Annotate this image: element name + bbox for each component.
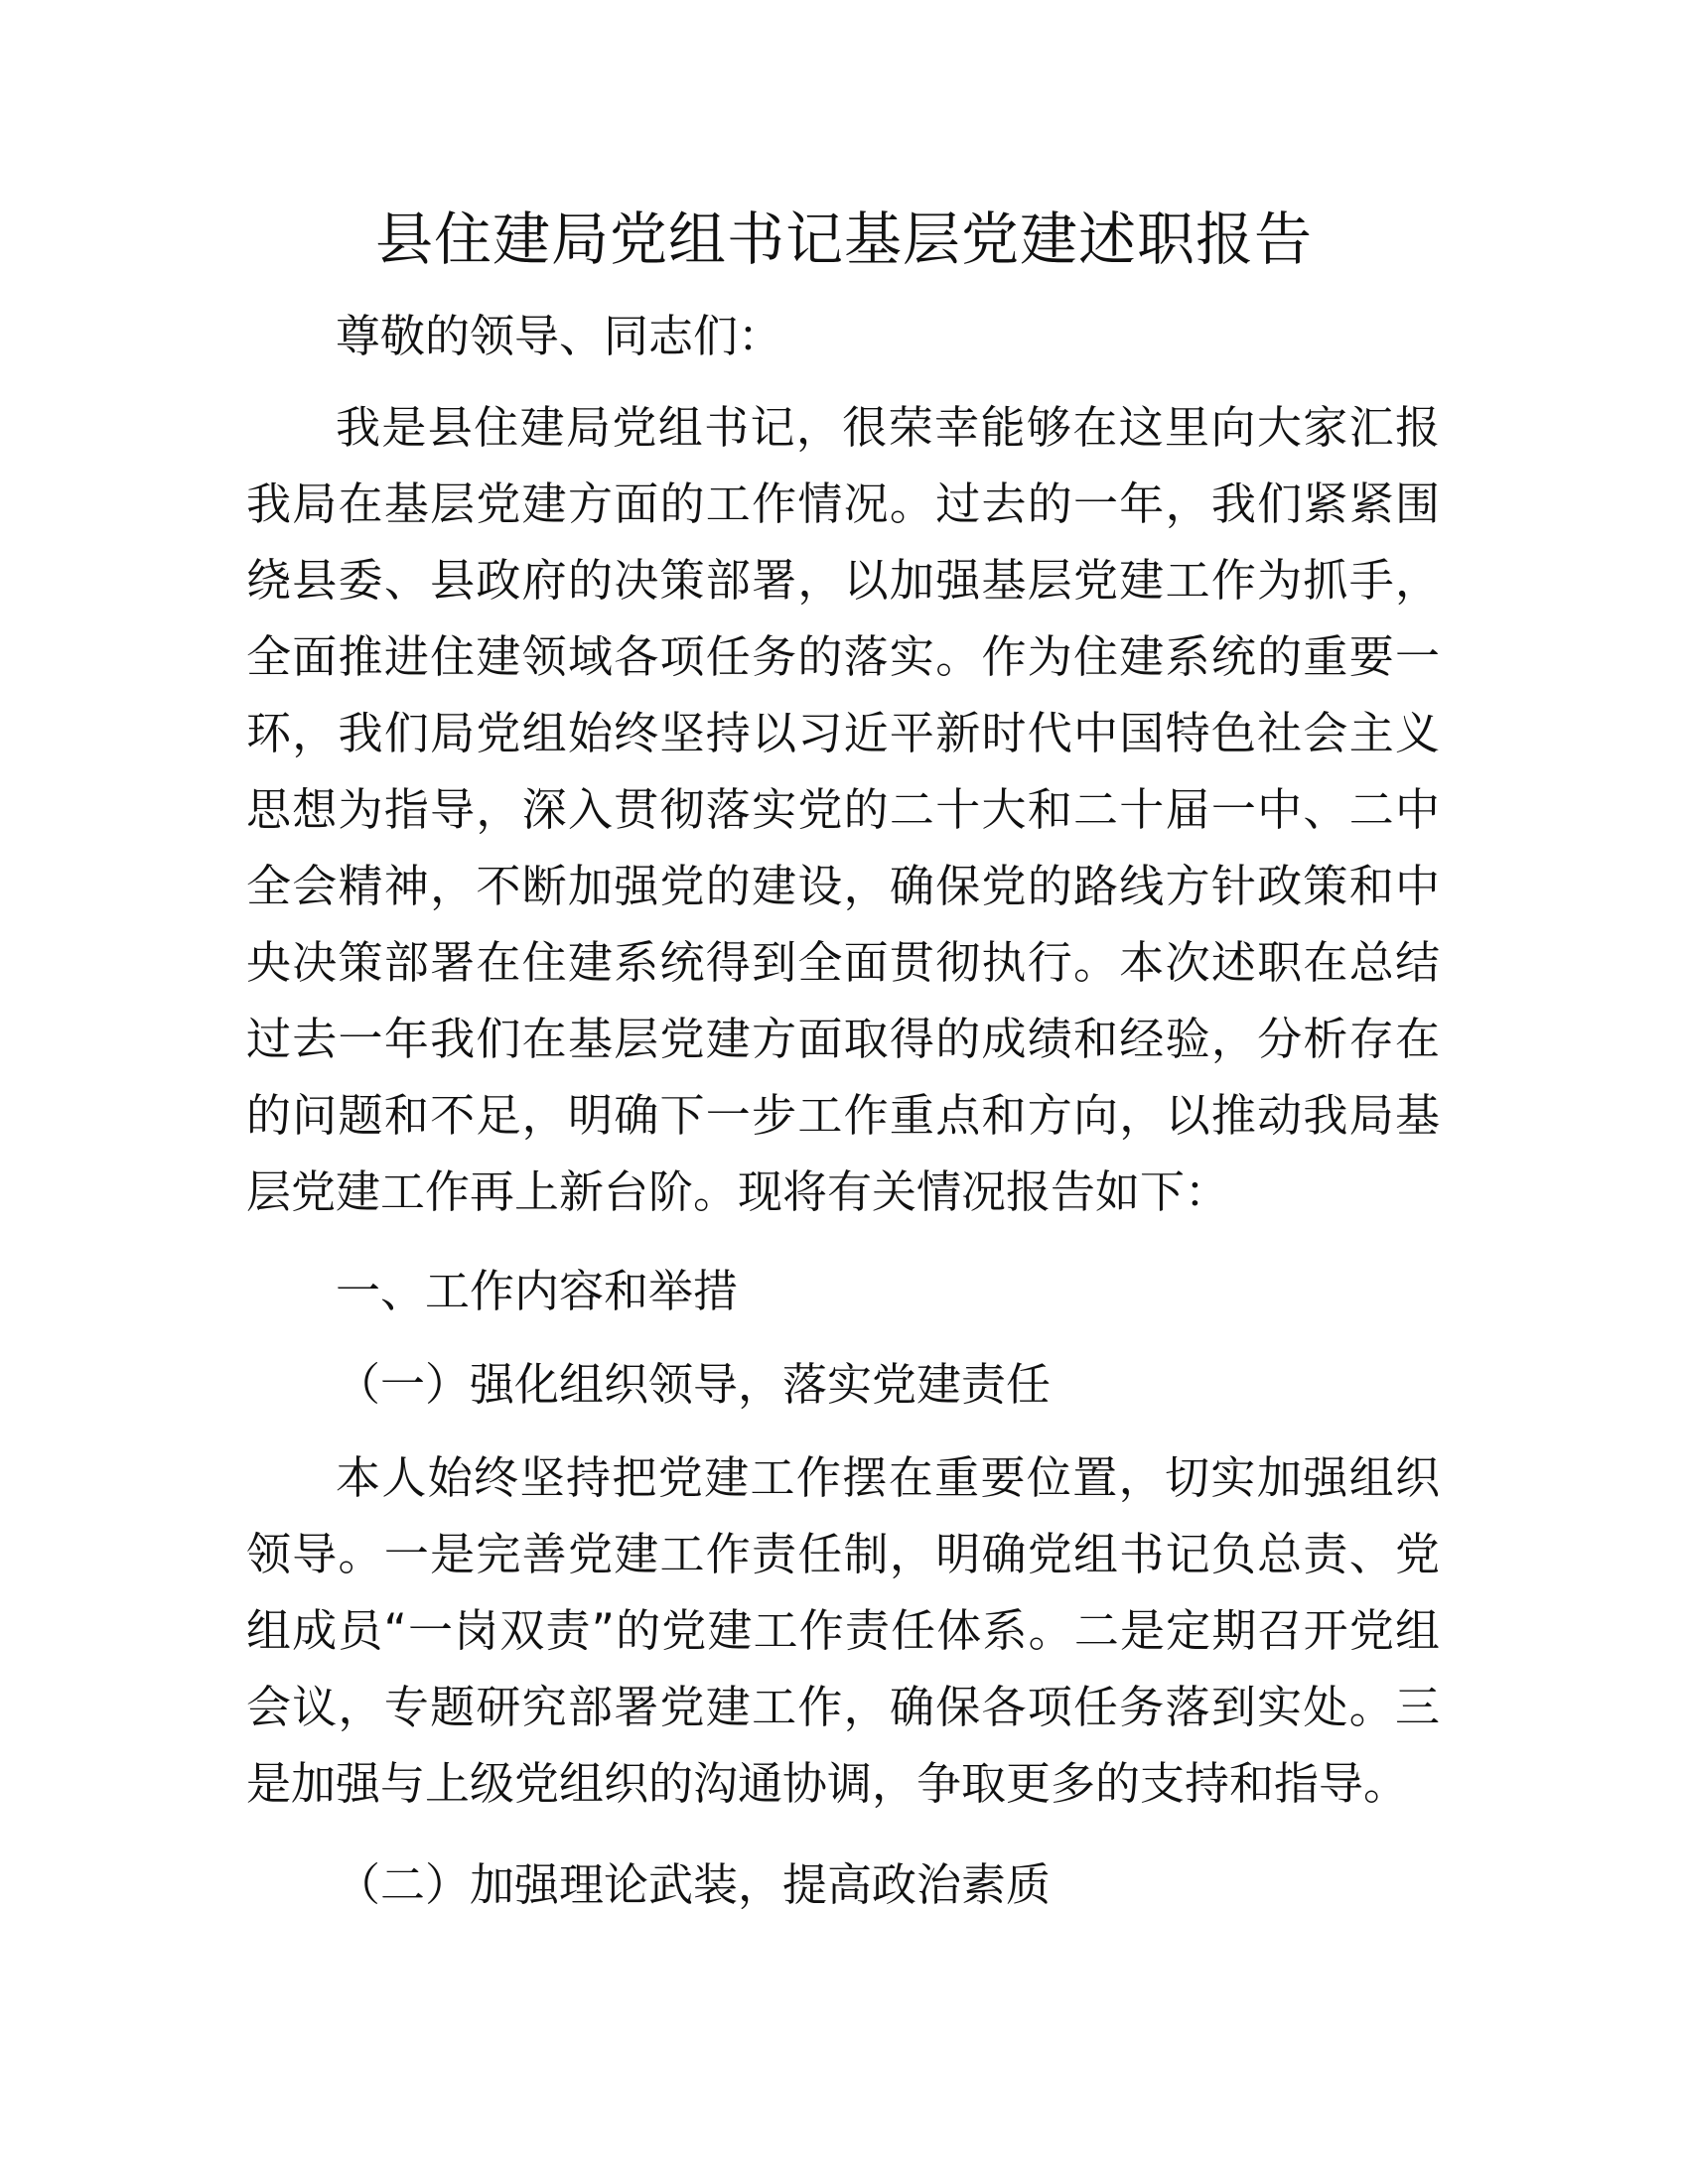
- document-title: 县住建局党组书记基层党建述职报告: [374, 205, 1313, 273]
- body-paragraph: 本人始终坚持把党建工作摆在重要位置，切实加强组织领导。一是完善党建工作责任制，明确党组书记负总责、党组成员“一岗双责”的党建工作责任体系。二是定期召开党组会议，专题研究部署党建工作，确保各项任务落到实处。三是加强与上级党组织的沟通协调，争取更多的支持和指导。: [246, 1451, 1440, 1810]
- intro-paragraph: 我是县住建局党组书记，很荣幸能够在这里向大家汇报我局在基层党建方面的工作情况。过去的一年，我们紧紧围绕县委、县政府的决策部署，以加强基层党建工作为抓手，全面推进住建领域各项任务的落实。作为住建系统的重要一环，我们局党组始终坚持以习近平新时代中国特色社会主义思想为指导，深入贯彻落实党的二十大和二十届一中、二中全会精神，不断加强党的建设，确保党的路线方针政策和中央决策部署在住建系统得到全面贯彻执行。本次述职在总结过去一年我们在基层党建方面取得的成绩和经验，分析存在的问题和不足，明确下一步工作重点和方向，以推动我局基层党建工作再上新台阶。现将有关情况报告如下：: [246, 401, 1440, 1218]
- section-heading: 一、工作内容和举措: [336, 1265, 739, 1317]
- subsection-heading: （一）强化组织领导，落实党建责任: [336, 1358, 1052, 1411]
- greeting: 尊敬的领导、同志们：: [336, 310, 783, 362]
- subsection-heading: （二）加强理论武装，提高政治素质: [336, 1858, 1052, 1911]
